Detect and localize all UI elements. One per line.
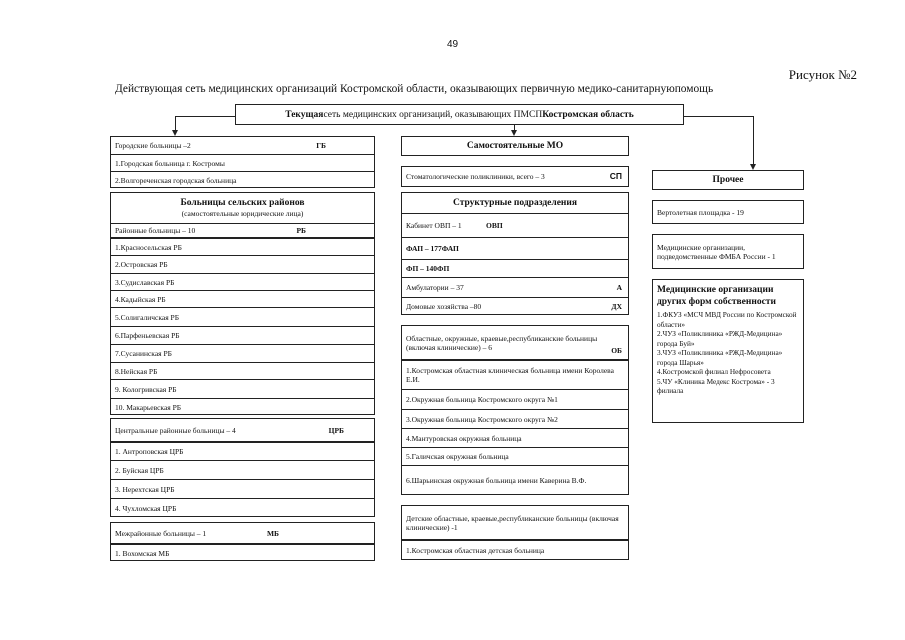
figure-label: Рисунок №2: [788, 67, 857, 82]
forms-list: [657, 310, 799, 396]
list-item: 5.Солигаличская РБ: [111, 307, 374, 326]
list-item: 3.ЧУЗ «Поликлиника «РЖД-Медицина» города Шарья»: [657, 348, 783, 367]
forms-title: Медицинские организации других форм собственности: [657, 285, 776, 307]
heliport-label: Вертолетная площадка - 19: [657, 207, 744, 217]
city-hospitals-abbr: ГБ: [316, 141, 326, 150]
fmba-label: Медицинские организации, подведомственные ФМБА России - 1: [657, 242, 776, 261]
dental-label: Стоматологические поликлиники, всего – 3: [406, 172, 545, 181]
top-box-bold-end: Костромская область: [542, 109, 634, 120]
rural-title-cell: [111, 193, 374, 223]
list-item: Домовые хозяйства –80 ДХ: [402, 297, 628, 315]
list-item: 3.Судиславская РБ: [111, 273, 374, 290]
list-item: 4.Мантуровская окружная больница: [402, 428, 628, 447]
independent-mo-title: Самостоятельные МО: [466, 141, 564, 151]
list-item: Кабинет ОВП – 1 ОВП: [402, 213, 628, 237]
inter-header-label: Межрайонные больницы – 1: [115, 528, 207, 538]
children-header: Детские областные, краевые,республиканские больницы (включая клинические) -1: [406, 513, 619, 532]
list-item: ФП – 140ФП: [402, 259, 628, 277]
top-root-box: [235, 104, 684, 125]
inter-header: [111, 523, 374, 543]
independent-mo-box: [401, 136, 629, 156]
list-item: 4.Костромской филиал Нефросовета: [657, 367, 771, 376]
rural-subtitle: (самостоятельные юридические лица): [181, 209, 304, 218]
connector-left-h: [175, 116, 235, 117]
list-item: 5.ЧУ «Клиника Медекс Кострома» - 3 филиала: [657, 376, 775, 395]
rural-title: Больницы сельских районов: [180, 198, 305, 208]
city-hospitals-box: [110, 136, 375, 188]
dental-row: [402, 167, 628, 186]
list-item: 4. Чухломская ЦРБ: [111, 498, 374, 517]
connector-right-h: [684, 116, 753, 117]
list-item: 3.Окружная больница Костромского округа №2: [402, 409, 628, 428]
other-box: [652, 170, 804, 190]
list-item: 5.Галичская окружная больница: [402, 447, 628, 465]
list-item: 1.Городская больница г. Костромы: [111, 154, 374, 171]
list-item: Амбулатории – 37 А: [402, 277, 628, 297]
list-item: 2.ЧУЗ «Поликлиника «РЖД-Медицина» города Буй»: [657, 329, 783, 348]
connector-left-v: [175, 116, 176, 131]
other-title: Прочее: [712, 175, 744, 185]
central-abbr: ЦРБ: [328, 425, 344, 435]
page-number: 49: [446, 39, 459, 50]
top-box-bold-start: Текущая: [285, 109, 324, 120]
list-item: 2.Волгореченская городская больница: [111, 171, 374, 188]
children-hospitals-box: [401, 505, 629, 560]
list-item: 1.Костромская областная клиническая больница имени Королева Е.И.: [402, 359, 628, 389]
list-item: 2. Буйская ЦРБ: [111, 460, 374, 479]
city-hospitals-label: Городские больницы –2: [115, 141, 191, 150]
central-header-label: Центральные районные больницы – 4: [115, 425, 236, 435]
top-box-middle: сеть медицинских организаций, оказывающих ПМСП: [323, 109, 543, 120]
list-item: 4.Кадыйская РБ: [111, 290, 374, 307]
central-header: [111, 419, 374, 441]
list-item: 6.Шарьинская окружная больница имени Каверина В.Ф.: [402, 465, 628, 495]
list-item: 8.Нейская РБ: [111, 362, 374, 379]
list-item: 6.Парфеньевская РБ: [111, 326, 374, 344]
central-hospitals-box: [110, 418, 375, 517]
structural-box: [401, 192, 629, 315]
list-item: 7.Сусанинская РБ: [111, 344, 374, 362]
list-item: 1.ФКУЗ «МСЧ МВД России по Костромской области»: [657, 310, 797, 329]
regional-hospitals-box: [401, 325, 629, 495]
heliport-box: [652, 200, 804, 224]
regional-header: [402, 326, 628, 359]
inter-abbr: МБ: [266, 528, 279, 538]
other-forms-box: [652, 279, 804, 423]
list-item: 10. Макарьевская РБ: [111, 398, 374, 415]
district-abbr: РБ: [296, 226, 306, 235]
district-header-label: Районные больницы – 10: [115, 226, 196, 235]
list-item: 2.Окружная больница Костромского округа №1: [402, 389, 628, 409]
fmba-box: [652, 234, 804, 269]
structural-title: Структурные подразделения: [452, 197, 578, 208]
dental-abbr: СП: [609, 171, 622, 181]
list-item: 1.Костромская областная детская больница: [402, 539, 628, 560]
district-header: [111, 223, 374, 237]
connector-right-v: [753, 116, 754, 165]
city-hospitals-header: [111, 137, 374, 154]
list-item: 1. Вохомская МБ: [111, 543, 374, 561]
regional-abbr: ОБ: [611, 346, 622, 355]
diagram-title: Действующая сеть медицинских организаций Костромской области, оказывающих первичную медико-санитарнуюпомощь: [115, 83, 714, 95]
rural-hospitals-box: [110, 192, 375, 415]
regional-header-label: Областные, окружные, краевые,республиканские больницы (включая клинические) – 6: [406, 333, 598, 352]
list-item: 3. Нерехтская ЦРБ: [111, 479, 374, 498]
list-item: 1.Красносельская РБ: [111, 237, 374, 255]
list-item: 1. Антроповская ЦРБ: [111, 441, 374, 460]
list-item: 9. Кологривская РБ: [111, 379, 374, 398]
list-item: ФАП – 177ФАП: [402, 237, 628, 259]
list-item: 2.Островская РБ: [111, 255, 374, 273]
dental-box: [401, 166, 629, 187]
inter-hospitals-box: [110, 522, 375, 561]
